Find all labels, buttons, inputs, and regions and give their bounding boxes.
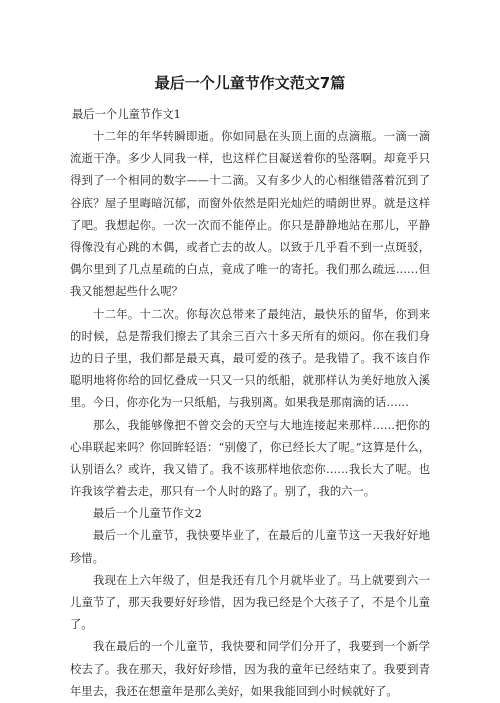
- paragraph: 十二年。十二次。你每次总带来了最纯洁，最快乐的留华，你到来的时候，总是帮我们擦去了其余三百六十多天所有的烦闷。你在我们身边的日子里，我们都是最天真，最可爱的孩子。是我错了。我不该自作聪明地将你给的回忆叠成一只又一只的纸船，就那样认为美好地放入溪里。今日，你亦化为一只纸船，与我别离。如果我是那南滴的话……: [70, 307, 430, 410]
- paragraph: 我在最后的一个儿童节，我快要和同学们分开了，我要到一个新学校去了。我在那天，我好好珍惜，因为我的童年已经结束了。我要到青年里去，我还在想童年是那么美好，如果我能回到小时候就好了。: [70, 640, 430, 698]
- section-heading: 最后一个儿童节作文2: [93, 507, 202, 521]
- document-title: 最后一个儿童节作文范文7篇: [154, 74, 346, 92]
- section-heading: 最后一个儿童节作文1: [72, 108, 181, 121]
- paragraph: 最后一个儿童节，我快要毕业了，在最后的儿童节这一天我好好地珍惜。: [70, 529, 430, 565]
- paragraph: 那么，我能够像把不曾交会的天空与大地连接起来那样……把你的心串联起来吗？你回眸轻语：“别傻了，你已经长大了呢。”这算是什么，认别语么？或许，我又错了。我不该那样地依恋你……我长大了呢。也许我该学着去走，那只有一个人时的路了。别了，我的六一。: [70, 418, 430, 499]
- paragraph: 我现在上六年级了，但是我还有几个月就毕业了。马上就要到六一儿童节了，那天我要好好珍惜，因为我已经是个大孩子了，不是个儿童了。: [70, 573, 430, 632]
- paragraph: 十二年的年华转瞬即逝。你如同悬在头顶上面的点滴瓶。一滴一滴流逝干净。多少人同我一样，也这样伫目凝送着你的坠落啊。却竟乎只得到了一个相同的数字——十二滴。又有多少人的心相继错落着沉到了谷底？屋子里晦暗沉郁，而窗外依然是阳光灿烂的晴朗世界。就是这样了吧。我想起你。一次一次而不能停止。你只是静静地站在那儿，平静得像没有心跳的木偶，或者亡去的故人。以致于几乎看不到一点斑驳，偶尔里到了几点星疏的白点，竟成了唯一的寄托。我们那么疏远……但我又能想起些什么呢？: [70, 130, 430, 299]
